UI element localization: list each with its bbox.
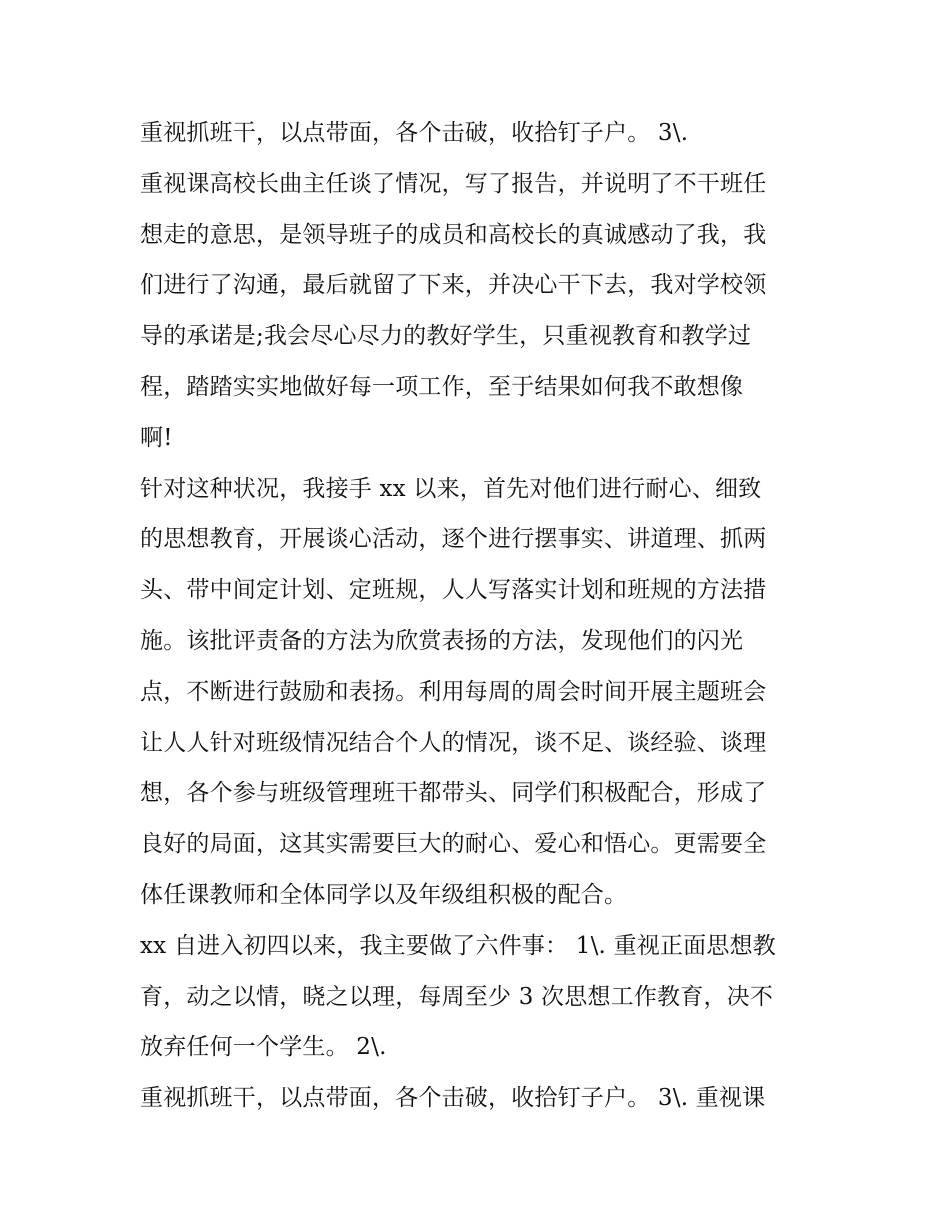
text-line: 让人人针对班级情况结合个人的情况，谈不足、谈经验、谈理	[140, 729, 767, 756]
text-line: 重视抓班干，以点带面，各个击破，收拾钉子户。 3\.	[140, 120, 689, 146]
text-line: 良好的局面，这其实需要巨大的耐心、爱心和悟心。更需要全	[140, 831, 767, 858]
text-line: 想走的意思，是领导班子的成员和高校长的真诚感动了我，我	[140, 221, 767, 248]
text-line: 施。该批评责备的方法为欣赏表扬的方法，发现他们的闪光	[140, 627, 744, 654]
text-line: 想，各个参与班级管理班干都带头、同学们积极配合，形成了	[140, 780, 767, 807]
text-line: 的思想教育，开展谈心活动，逐个进行摆事实、讲道理、抓两	[140, 526, 767, 553]
text-line: 体任课教师和全体同学以及年级组积极的配合。	[140, 881, 628, 908]
text-line: 头、带中间定计划、定班规，人人写落实计划和班规的方法措	[140, 577, 767, 604]
document-body	[140, 108, 820, 1124]
text-line: 程，踏踏实实地做好每一项工作，至于结果如何我不敢想像	[140, 373, 744, 400]
text-line: 放弃任何一个学生。 2\.	[140, 1034, 387, 1061]
text-line: 点，不断进行鼓励和表扬。利用每周的周会时间开展主题班会	[140, 678, 767, 705]
text-line: 导的承诺是;我会尽心尽力的教好学生，只重视教育和教学过	[140, 323, 752, 350]
text-line: 重视抓班干，以点带面，各个击破，收拾钉子户。 3\. 重视课	[140, 1085, 766, 1112]
text-line: 针对这种状况，我接手 xx 以来，首先对他们进行耐心、细致	[140, 475, 762, 502]
text-line: 们进行了沟通，最后就留了下来，并决心干下去，我对学校领	[140, 272, 767, 299]
text-line: 育，动之以情，晓之以理，每周至少 3 次思想工作教育，决不	[140, 983, 774, 1010]
text-line: 重视课高校长曲主任谈了情况，写了报告，并说明了不干班任	[140, 170, 767, 197]
text-line: xx 自进入初四以来，我主要做了六件事： 1\. 重视正面思想教	[140, 932, 776, 959]
text-line: 啊!	[140, 424, 173, 451]
